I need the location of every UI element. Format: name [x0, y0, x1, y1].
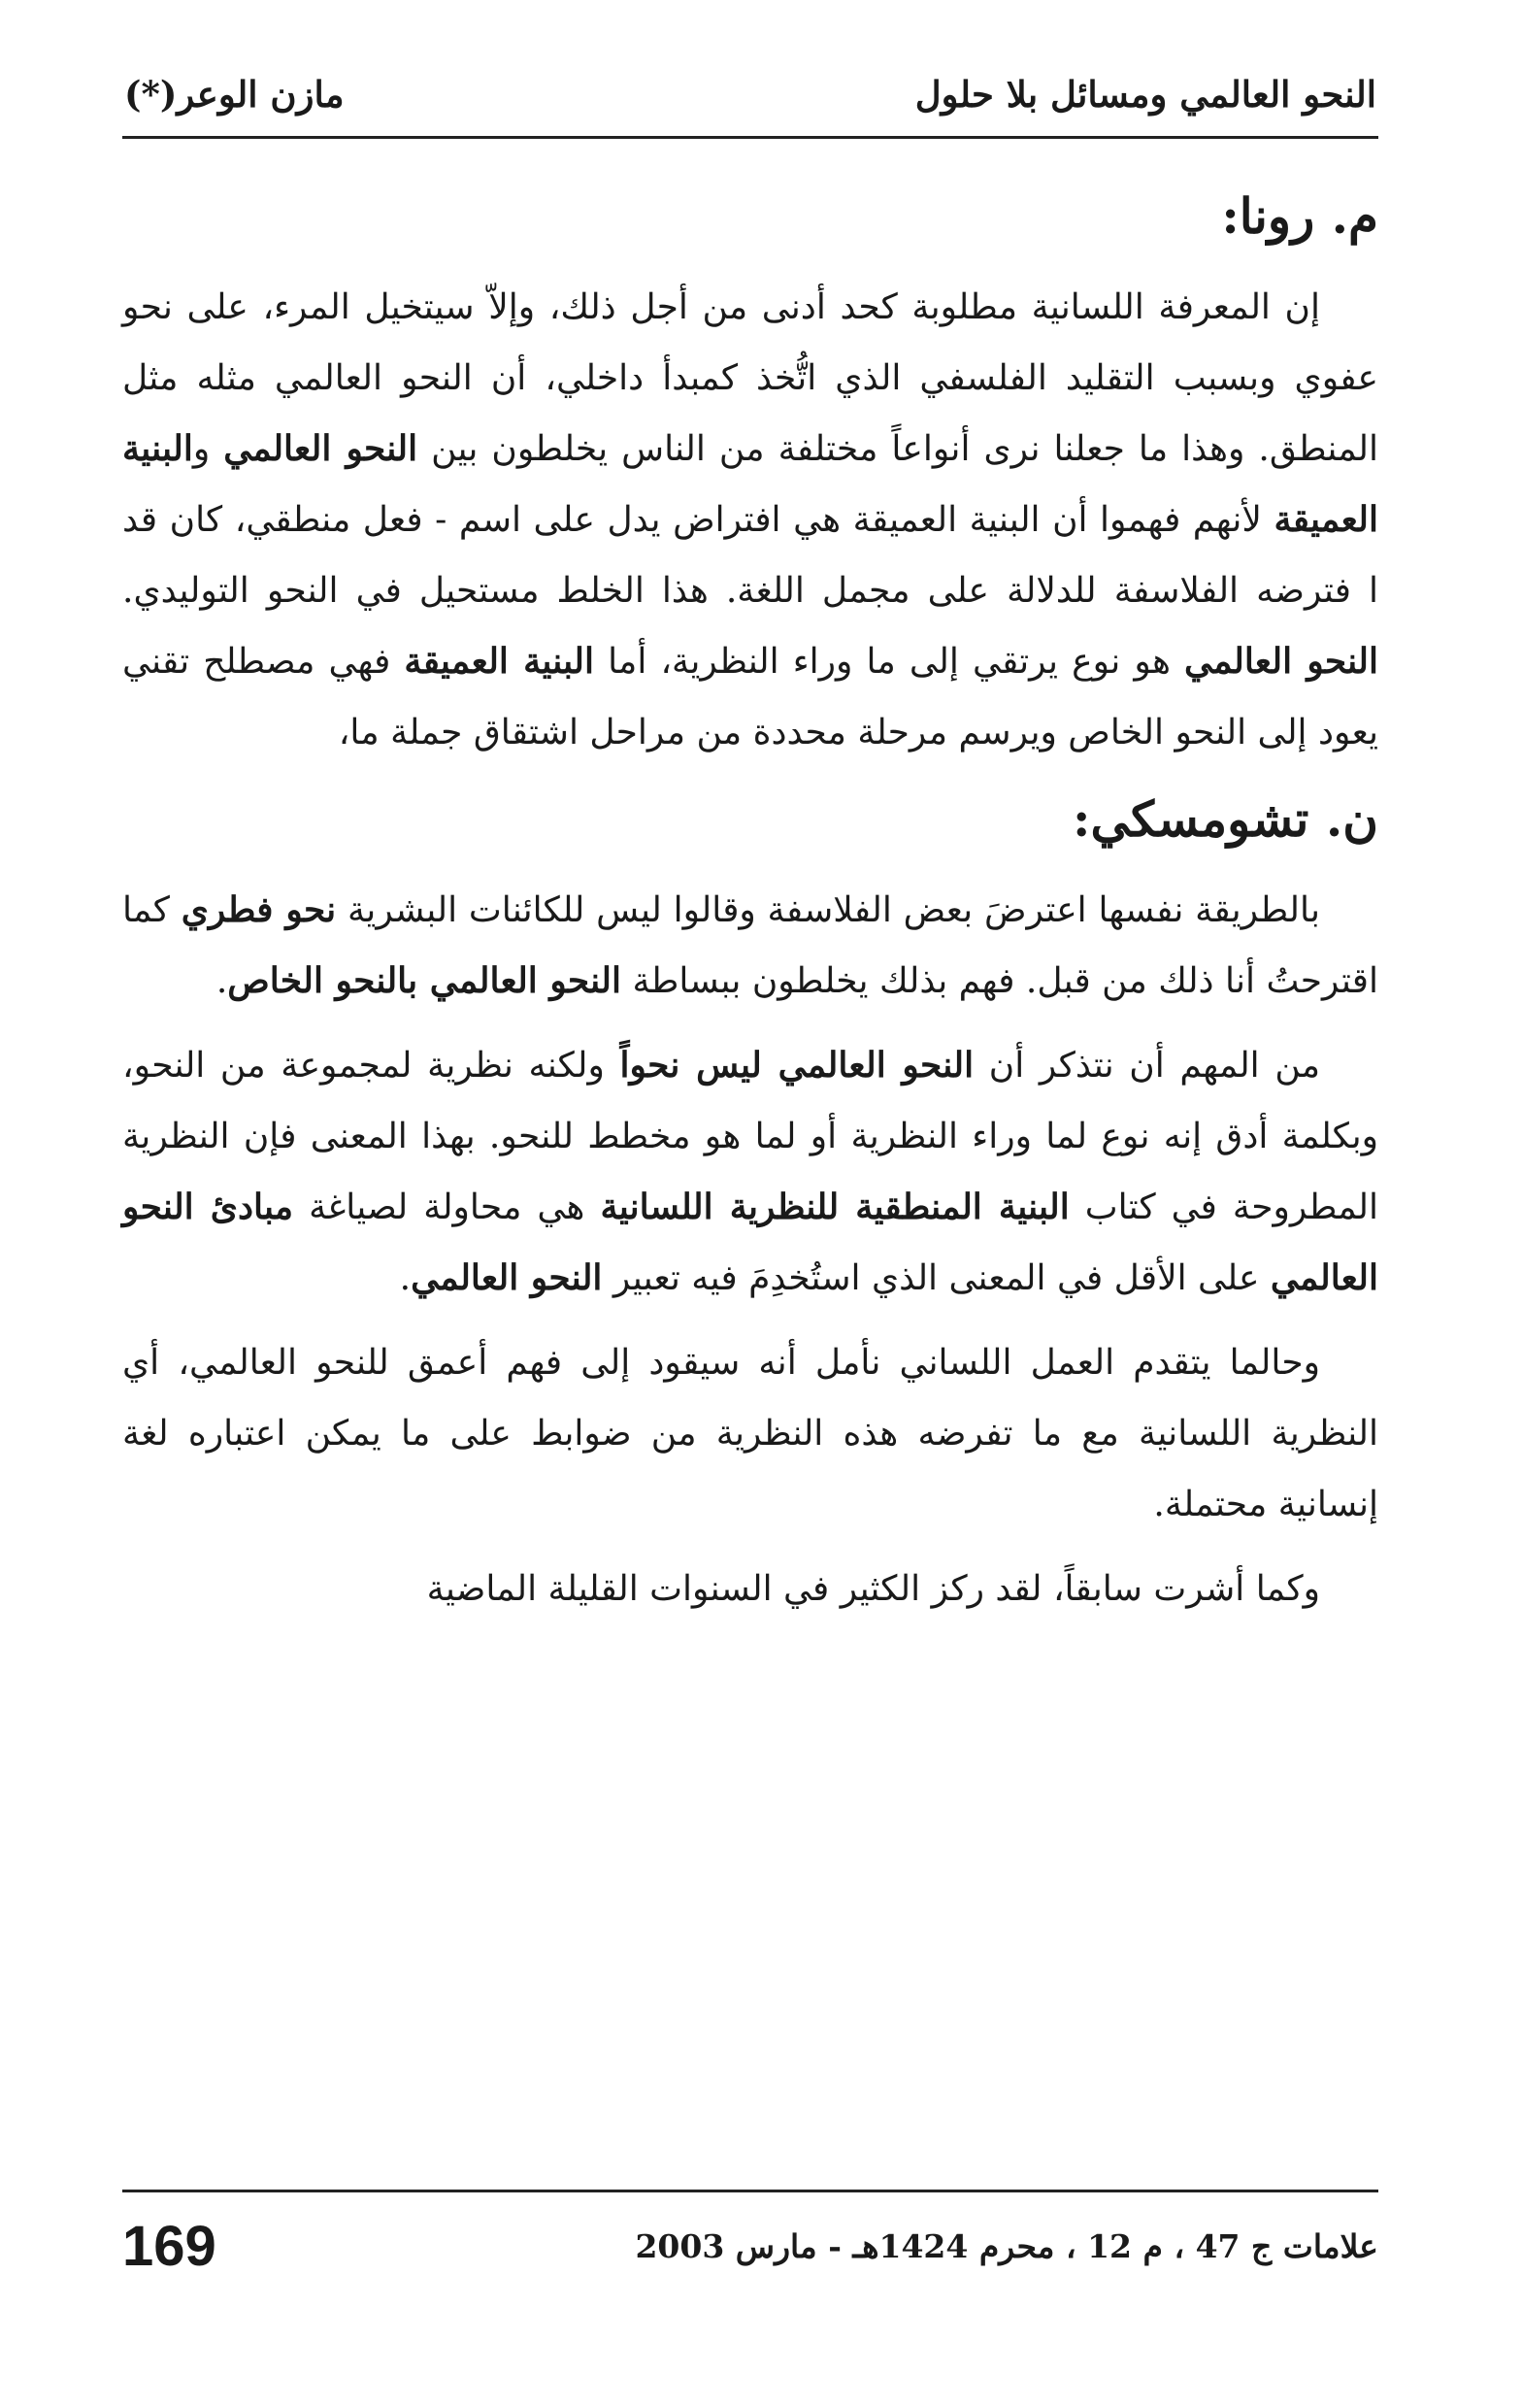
- bold-term: البنية العميقة: [404, 641, 594, 682]
- article-title: النحو العالمي ومسائل بلا حلول: [914, 73, 1376, 116]
- speaker-heading-chomsky: ن. تشومسكي:: [1072, 790, 1378, 848]
- text-run: إن المعرفة اللسانية مطلوبة كحد أدنى من أجل ذلك، وإلاّ سيتخيل المرء، على نحو عفوي وبسبب التقليد الفلسفي الذي اتُّخذ كمبدأ داخلي، أن النحو العالمي مثله مثل المنطق. وهذا ما جعلنا نرى أنواعاً مختلفة من الناس يخلطون بين: [122, 287, 1379, 469]
- text-run: وكما أشرت سابقاً، لقد ركز الكثير في السنوات القليلة الماضية: [426, 1569, 1320, 1609]
- text-run: هو نوع يرتقي إلى ما وراء النظرية، أما: [593, 642, 1185, 682]
- text-run: .: [215, 961, 228, 1001]
- text-run: فهي مصطلح تقني يعود إلى النحو الخاص ويرسم مرحلة محددة من مراحل اشتقاق جملة ما،: [122, 642, 1378, 752]
- running-header: [124, 60, 1376, 128]
- bold-term: النحو العالمي بالنحو الخاص: [227, 960, 622, 1001]
- paragraph: [122, 1030, 1378, 1314]
- bold-term: مبادئ النحو العالمي: [122, 1187, 1378, 1298]
- header-rule: [122, 136, 1378, 139]
- speaker-heading-rona: م. رونا:: [1221, 187, 1378, 245]
- bold-term: النحو العالمي: [223, 428, 418, 469]
- text-run: من المهم أن نتذكر أن: [974, 1046, 1321, 1086]
- text-run: لأنهم فهموا أن البنية العميقة هي افتراض يدل على اسم - فعل منطقي، كان قد ا فترضه الفلاسفة للدلالة على مجمل اللغة. هذا الخلط مستحيل في النحو التوليدي.: [122, 500, 1378, 611]
- paragraph: [122, 272, 1378, 768]
- text-run: كما اقترحتُ أنا ذلك من قبل. فهم بذلك يخلطون ببساطة: [122, 890, 1378, 1001]
- paragraph: [122, 1554, 1378, 1624]
- footer-rule: [122, 2190, 1378, 2192]
- text-run: .: [399, 1258, 412, 1298]
- page-number: 169: [122, 2214, 216, 2278]
- text-run: هي محاولة لصياغة: [293, 1187, 601, 1227]
- bold-term: البنية المنطقية للنظرية اللسانية: [600, 1187, 1070, 1227]
- author-name: مازن الوعر(*): [124, 73, 345, 116]
- bold-term: النحو العالمي ليس نحواً: [619, 1045, 975, 1086]
- bold-term: النحو العالمي: [411, 1257, 603, 1298]
- paragraph: [122, 875, 1378, 1017]
- page-footer: [122, 2202, 1378, 2290]
- text-run: ولكنه نظرية لمجموعة من النحو، وبكلمة أدق إنه نوع لما وراء النظرية أو لما هو مخطط للنحو. بهذا المعنى فإن النظرية المطروحة في كتاب: [122, 1046, 1379, 1227]
- paragraph: [122, 1327, 1378, 1540]
- text-run: وحالما يتقدم العمل اللساني نأمل أنه سيقود إلى فهم أعمق للنحو العالمي، أي النظرية اللسانية مع ما تفرضه هذه النظرية من ضوابط على ما يمكن اعتباره لغة إنسانية محتملة.: [122, 1343, 1378, 1524]
- text-run: و: [192, 429, 224, 469]
- article-body: [122, 165, 1378, 1638]
- text-run: بالطريقة نفسها اعترضَ بعض الفلاسفة وقالوا ليس للكائنات البشرية: [336, 890, 1321, 930]
- journal-citation: علامات ج 47 ، م 12 ، محرم 1424هـ - مارس 2003: [635, 2226, 1378, 2265]
- bold-term: البنية العميقة: [122, 428, 1378, 540]
- bold-term: نحو فطري: [181, 889, 337, 930]
- bold-term: النحو العالمي: [1184, 641, 1379, 682]
- text-run: على الأقل في المعنى الذي استُخدِمَ فيه تعبير: [602, 1258, 1271, 1298]
